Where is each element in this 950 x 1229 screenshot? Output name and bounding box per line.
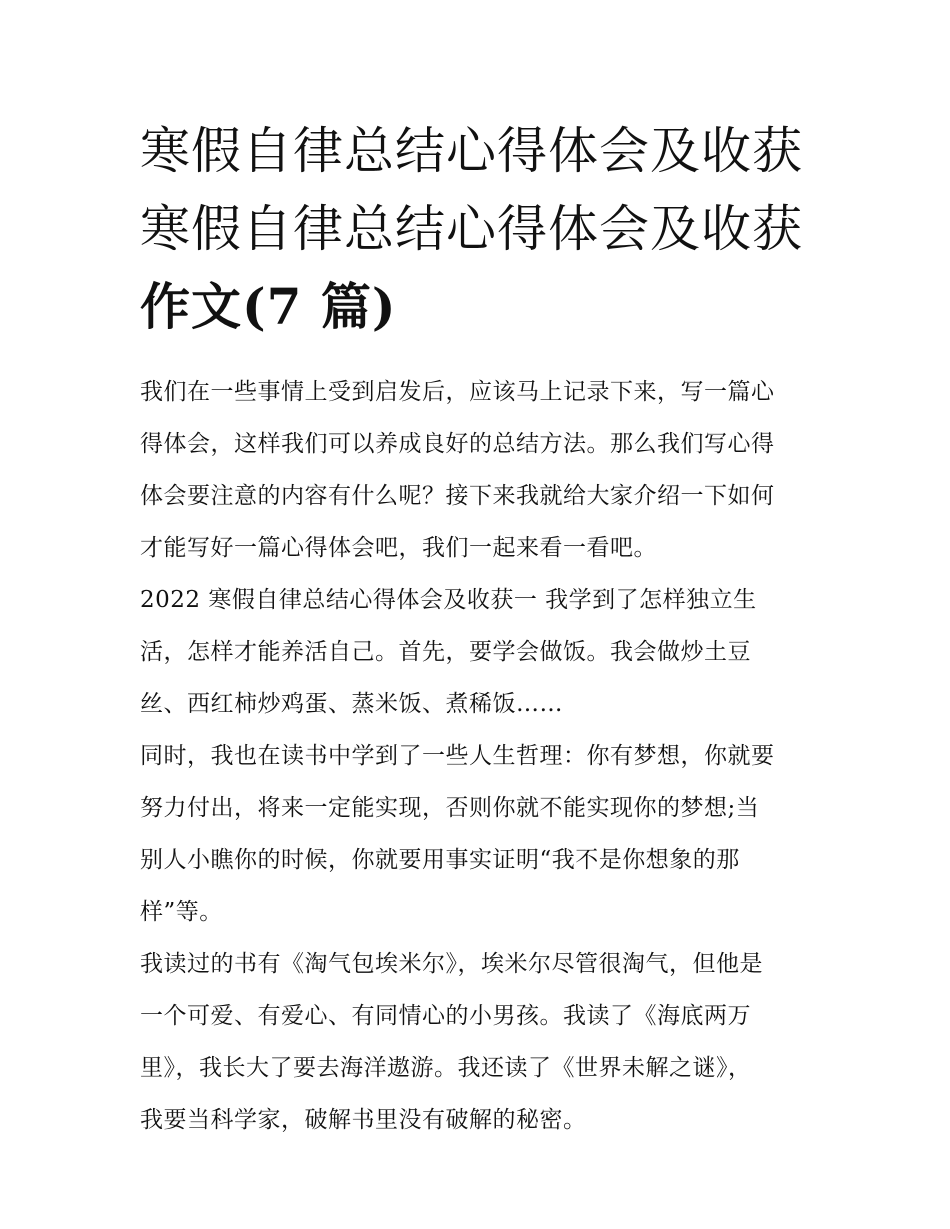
text-line: 我读过的书有《淘气包埃米尔》，埃米尔尽管很淘气，但他是	[140, 951, 763, 977]
document-body	[140, 366, 820, 1146]
paragraph-reading	[140, 938, 820, 1146]
text-line: 一个可爱、有爱心、有同情心的小男孩。我读了《海底两万	[140, 1003, 751, 1029]
text-line: 活，怎样才能养活自己。首先，要学会做饭。我会做炒土豆	[140, 639, 751, 665]
text-line: 体会要注意的内容有什么呢？接下来我就给大家介绍一下如何	[140, 483, 775, 509]
text-line: 得体会，这样我们可以养成良好的总结方法。那么我们写心得	[140, 431, 775, 457]
text-line: 2022 寒假自律总结心得体会及收获一 我学到了怎样独立生	[140, 587, 757, 613]
text-line: 我要当科学家，破解书里没有破解的秘密。	[140, 1107, 587, 1133]
paragraph-essay-one	[140, 574, 820, 730]
text-line: 丝、西红柿炒鸡蛋、蒸米饭、煮稀饭……	[140, 691, 563, 717]
title-line: 寒假自律总结心得体会及收获	[140, 200, 803, 258]
text-line: 里》，我长大了要去海洋遨游。我还读了《世界未解之谜》，	[140, 1055, 752, 1081]
text-line: 同时，我也在读书中学到了一些人生哲理：你有梦想，你就要	[140, 743, 775, 769]
text-line: 别人小瞧你的时候，你就要用事实证明“我不是你想象的那	[140, 847, 740, 873]
title-line: 寒假自律总结心得体会及收获	[140, 122, 803, 180]
paragraph-intro	[140, 366, 820, 574]
document-title	[140, 112, 820, 346]
text-line: 努力付出，将来一定能实现，否则你就不能实现你的梦想;当	[140, 795, 760, 821]
title-line: 作文(7 篇)	[140, 277, 397, 336]
text-line: 样”等。	[140, 899, 223, 925]
text-line: 才能写好一篇心得体会吧，我们一起来看一看吧。	[140, 535, 657, 561]
text-line: 我们在一些事情上受到启发后，应该马上记录下来，写一篇心	[140, 379, 775, 405]
document-page	[140, 112, 820, 1146]
paragraph-philosophy	[140, 730, 820, 938]
